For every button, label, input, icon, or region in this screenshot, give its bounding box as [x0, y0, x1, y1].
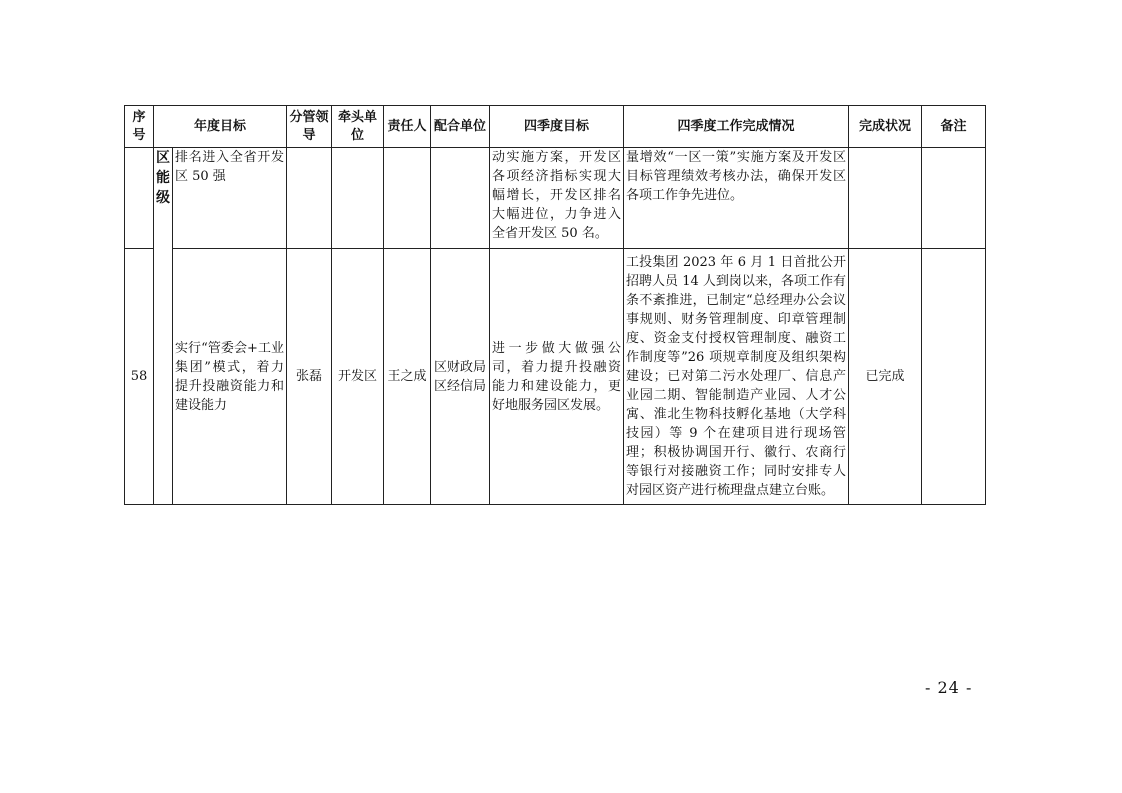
cell-seq	[125, 148, 154, 249]
cell-status	[849, 148, 922, 249]
cell-q4-progress: 工投集团 2023 年 6 月 1 日首批公开招聘人员 14 人到岗以来，各项工作有条不紊推进，已制定“总经理办公会议事规则、财务管理制度、印章管理制度、资金支付授权管理制度、融资工作制度等”26 项规章制度及组织架构建设；已对第二污水处理厂、信息产业园二期、智能制造产业园、人才公寓、淮北生物科技孵化基地（大学科技园）等 9 个在建项目进行现场管理；积极协调国开行、徽行、农商行等银行对接融资工作；同时安排专人对园区资产进行梳理盘点建立台账。	[624, 249, 849, 505]
cell-leader	[287, 148, 332, 249]
header-leader: 分管领导	[287, 106, 332, 148]
cell-lead-unit: 开发区	[332, 249, 384, 505]
cell-coop-unit: 区财政局区经信局	[431, 249, 490, 505]
header-q4-goal: 四季度目标	[490, 106, 624, 148]
cell-responsible	[384, 148, 431, 249]
header-q4-progress: 四季度工作完成情况	[624, 106, 849, 148]
header-status: 完成状况	[849, 106, 922, 148]
cell-seq: 58	[125, 249, 154, 505]
cell-coop-unit	[431, 148, 490, 249]
header-remark: 备注	[922, 106, 986, 148]
work-plan-table	[124, 105, 986, 505]
header-annual-goal: 年度目标	[154, 106, 287, 148]
cell-annual-goal: 排名进入全省开发区 50 强	[173, 148, 287, 249]
cell-remark	[922, 148, 986, 249]
page-number: - 24 -	[925, 678, 973, 697]
cell-leader: 张磊	[287, 249, 332, 505]
table-header-row	[125, 106, 986, 148]
cell-annual-goal: 实行“管委会+工业集团”模式，着力提升投融资能力和建设能力	[173, 249, 287, 505]
cell-q4-progress: 量增效“一区一策”实施方案及开发区目标管理绩效考核办法，确保开发区各项工作争先进位。	[624, 148, 849, 249]
table-row	[125, 249, 986, 505]
header-seq: 序号	[125, 106, 154, 148]
header-coop-unit: 配合单位	[431, 106, 490, 148]
cell-q4-goal: 动实施方案，开发区各项经济指标实现大幅增长，开发区排名大幅进位，力争进入全省开发区 50 名。	[490, 148, 624, 249]
cell-responsible: 王之成	[384, 249, 431, 505]
table-row	[125, 148, 986, 249]
cell-status: 已完成	[849, 249, 922, 505]
cell-lead-unit	[332, 148, 384, 249]
header-lead-unit: 牵头单位	[332, 106, 384, 148]
header-responsible: 责任人	[384, 106, 431, 148]
cell-zone-label: 区能级	[154, 148, 173, 249]
cell-q4-goal: 进一步做大做强公司，着力提升投融资能力和建设能力，更好地服务园区发展。	[490, 249, 624, 505]
cell-zone-blank	[154, 249, 173, 505]
cell-remark	[922, 249, 986, 505]
